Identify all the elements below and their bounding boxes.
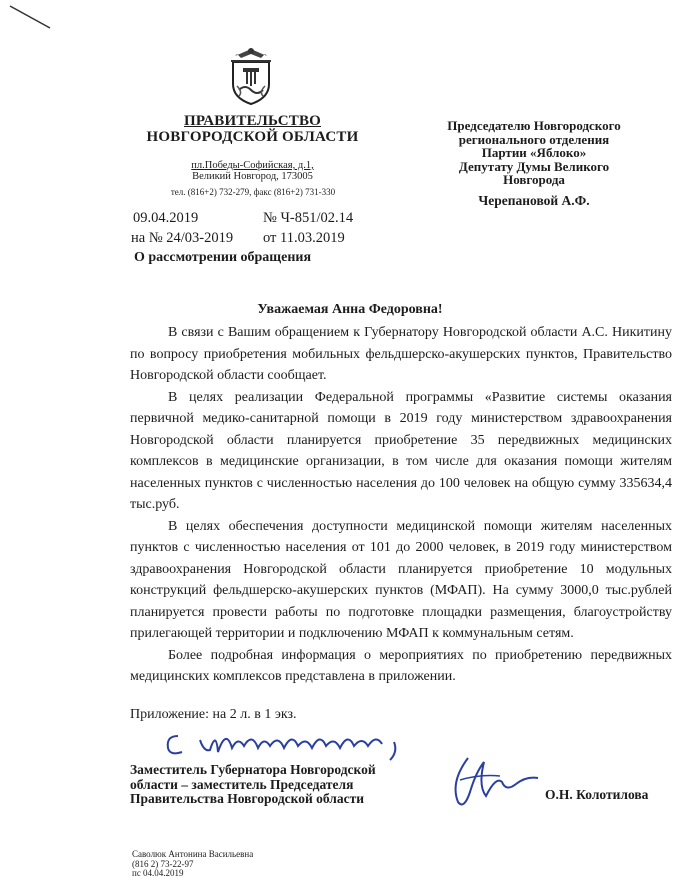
signer-name: О.Н. Колотилова (545, 787, 649, 802)
salutation: Уважаемая Анна Федоровна! (257, 302, 443, 317)
government-title-line2: НОВГОРОДСКОЙ ОБЛАСТИ (146, 129, 359, 145)
address-line1: пл.Победы-Софийская, д.1, (191, 160, 314, 171)
signer-title-line2: области – заместитель Председателя (130, 776, 354, 792)
scan-corner-mark (8, 4, 52, 30)
letter-subject: О рассмотрении обращения (134, 250, 312, 265)
government-title (120, 113, 385, 145)
body-paragraph: В связи с Вашим обращением к Губернатору Новгородской области А.С. Никитину по вопросу приобретения мобильных фельдшерско-акушерских пунктов, Правительство Новгородской области сообщает. (130, 325, 672, 383)
signer-title-line3: Правительства Новгородской области (130, 791, 365, 806)
reference-number: на № 24/03-2019 (131, 230, 234, 246)
addressee-line2: регионального отделения (458, 131, 610, 147)
addressee-line3: Партии «Яблоко» (481, 145, 587, 160)
body-paragraph: Более подробная информация о мероприятиях по приобретению передвижных медицинских комплексов представлена в приложении. (130, 647, 672, 684)
reference-date: от 11.03.2019 (263, 230, 345, 246)
executor-phone: (816 2) 73-22-97 (132, 858, 194, 869)
signer-title (130, 763, 376, 807)
letter-body (130, 322, 672, 688)
addressee-block (400, 119, 668, 187)
attachment-note: Приложение: на 2 л. в 1 экз. (130, 707, 297, 722)
address-line2: Великий Новгород, 173005 (192, 171, 313, 182)
executor-date: пс 04.04.2019 (132, 868, 184, 878)
addressee-line4: Депутату Думы Великого (458, 158, 610, 174)
signer-title-line1: Заместитель Губернатора Новгородской (130, 762, 376, 777)
sender-address (150, 160, 355, 182)
government-title-line1: ПРАВИТЕЛЬСТВО (183, 113, 322, 129)
letter-number: № Ч-851/02.14 (263, 210, 354, 226)
sender-phones: тел. (816+2) 732-279, факс (816+2) 731-330 (170, 187, 336, 197)
letter-date: 09.04.2019 (133, 210, 199, 226)
executor-block (132, 850, 253, 879)
addressee-line1: Председателю Новгородского (447, 118, 621, 133)
body-paragraph: В целях обеспечения доступности медицинской помощи жителям населенных пунктов с численностью населения от 101 до 2000 человек, в 2019 году министерством здравоохранения Новгородской области планируется приобретение 10 модульных конструкций фельдшерско-акушерских пунктов (МФАП). На сумму 3000,0 тыс.рублей планируется провести работы по подготовке площадки размещения, благоустройству прилегающей территории и подключению МФАП к коммунальным сетям. (130, 518, 672, 641)
addressee-line5: Новгорода (503, 172, 565, 187)
addressee-name: Черепановой А.Ф. (478, 193, 590, 208)
handwritten-regards (160, 722, 420, 762)
executor-name: Саволюк Антонина Васильевна (132, 849, 254, 859)
handwritten-signature (440, 752, 550, 812)
coat-of-arms-icon (225, 46, 277, 108)
body-paragraph: В целях реализации Федеральной программы «Развитие системы оказания первичной медико-санитарной помощи в 2019 году министерством здравоохранения Новгородской области планируется приобретение 35 передвижных медицинских комплексов в медицинские организации, в том числе для оказания помощи жителям населенных пунктов с численностью населения до 100 человек на общую сумму 335634,4 тыс.руб. (130, 389, 672, 512)
